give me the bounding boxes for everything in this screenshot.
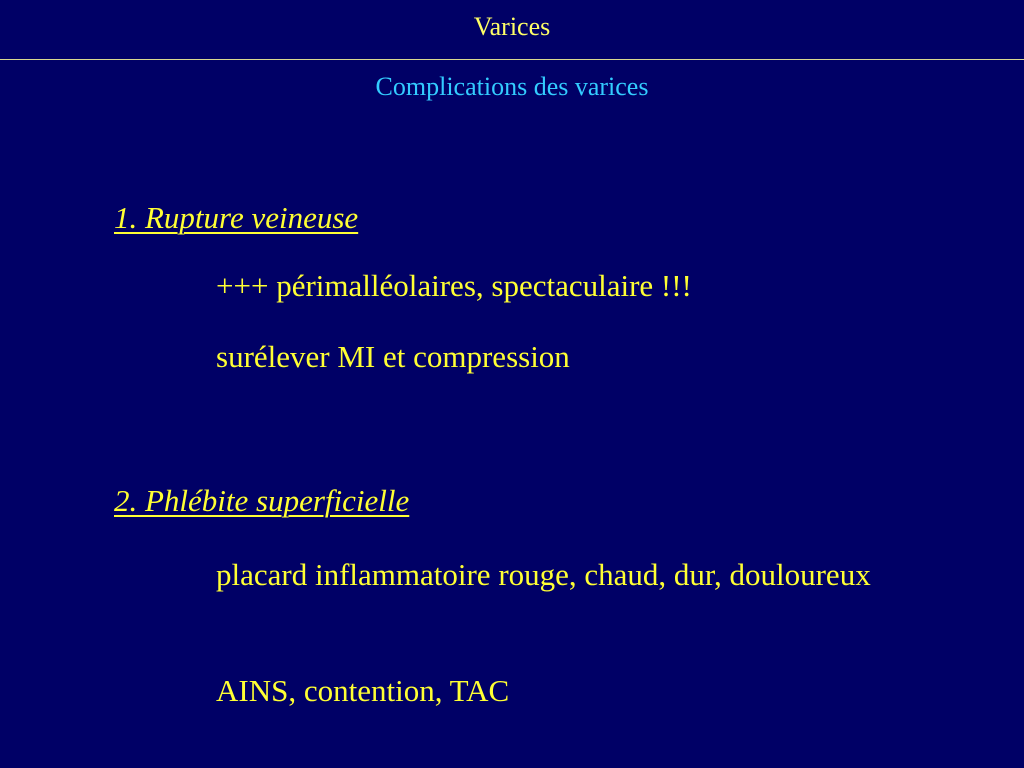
list-item: +++ périmalléolaires, spectaculaire !!! bbox=[216, 268, 692, 303]
section-heading: 1. Rupture veineuse bbox=[114, 200, 359, 235]
section-heading: 2. Phlébite superficielle bbox=[114, 483, 410, 518]
list-item: AINS, contention, TAC bbox=[216, 673, 510, 708]
list-item: surélever MI et compression bbox=[216, 339, 570, 374]
slide-subtitle: Complications des varices bbox=[375, 72, 649, 101]
list-item: placard inflammatoire rouge, chaud, dur, douloureux bbox=[216, 557, 871, 592]
header-divider bbox=[0, 59, 1024, 60]
slide-header-title: Varices bbox=[473, 12, 551, 41]
